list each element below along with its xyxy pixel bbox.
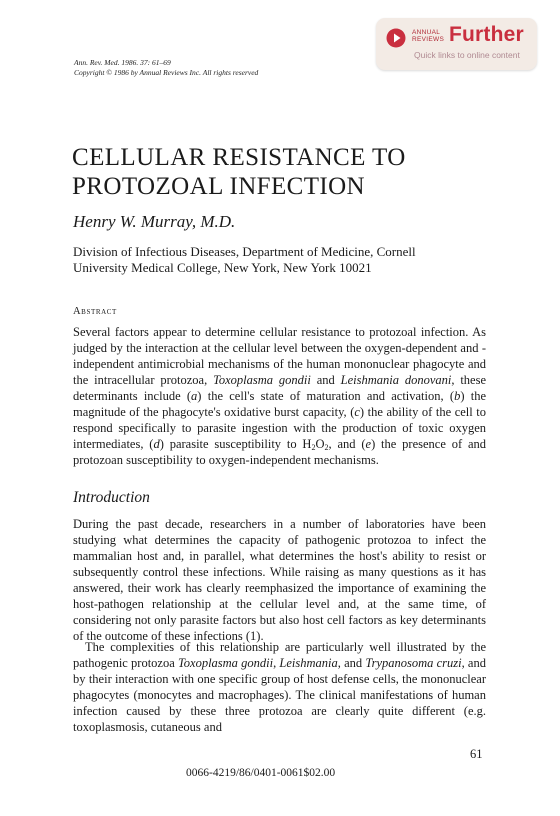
abstract-text: Several factors appear to determine cellular resistance to protozoal infection. As judged by the interaction at the cellular level between the oxygen-dependent and -independent antimicrobial mechanisms of the human mononuclear phagocyte and the intracellular protozoa, Toxoplasma gondii and Leishmania donovani, these determinants include (a) the cell's state of maturation and activation, (b) the magnitude of the phagocyte's oxidative burst capacity, (c) the ability of the cell to respond specifically to parasite ingestion with the production of toxic oxygen intermediates, (d) parasite susceptibility to $H_2O_2$, and (e) the presence of and protozoan susceptibility to oxygen-independent mechanisms. — [73, 325, 487, 467]
annual-reviews-logo-icon — [386, 28, 406, 48]
author-name: Henry W. Murray, M.D. — [73, 212, 236, 231]
page-number: 61 — [470, 747, 483, 761]
article-title — [72, 143, 492, 201]
body-paragraph-1: During the past decade, researchers in a number of laboratories have been studying what determines the capacity of pathogenic protozoa to infect the mammalian host and, in parallel, what determines the host's ability to resist or subsequently control these infections. While raising as many questions as it has answered, their work has clearly reemphasized the importance of examining the host-pathogen relationship at the cellular level and, at the same time, of considering not only parasite factors but also host cell factors as key determinants of the outcome of these infections (1). — [73, 517, 486, 643]
title-line2: PROTOZOAL INFECTION — [72, 173, 366, 200]
quick-links-link[interactable]: Quick links to online content — [414, 50, 520, 60]
affiliation-line1: Division of Infectious Diseases, Department of Medicine, Cornell — [73, 244, 416, 259]
annual-reviews-further-banner[interactable] — [376, 18, 537, 70]
title-line1: CELLULAR RESISTANCE TO — [72, 144, 406, 171]
annual-reviews-label — [412, 29, 444, 43]
banner-label-line2: REVIEWS — [412, 36, 445, 43]
further-title: Further — [449, 23, 524, 46]
journal-citation — [74, 58, 258, 78]
abstract-heading: Abstract — [73, 306, 117, 317]
introduction-heading: Introduction — [73, 489, 150, 506]
footer-code: 0066-4219/86/0401-0061$02.00 — [186, 767, 336, 779]
citation-line2: Copyright © 1986 by Annual Reviews Inc. All rights reserved — [74, 68, 259, 77]
author-affiliation — [73, 244, 493, 276]
affiliation-line2: University Medical College, New York, New York 10021 — [73, 260, 372, 275]
banner-label-line1: ANNUAL — [412, 29, 441, 36]
citation-line1: Ann. Rev. Med. 1986. 37: 61–69 — [74, 58, 171, 67]
body-paragraph-2: The complexities of this relationship are particularly well illustrated by the pathogenic protozoa Toxoplasma gondii, Leishmania, and Trypanosoma cruzi, and by their interaction with one specific group of host defense cells, the mononuclear phagocytes (monocytes and macrophages). The clinical manifestations of human infection caused by these three protozoa are clearly quite different (e.g. toxoplasmosis, cutaneous and — [73, 640, 486, 734]
